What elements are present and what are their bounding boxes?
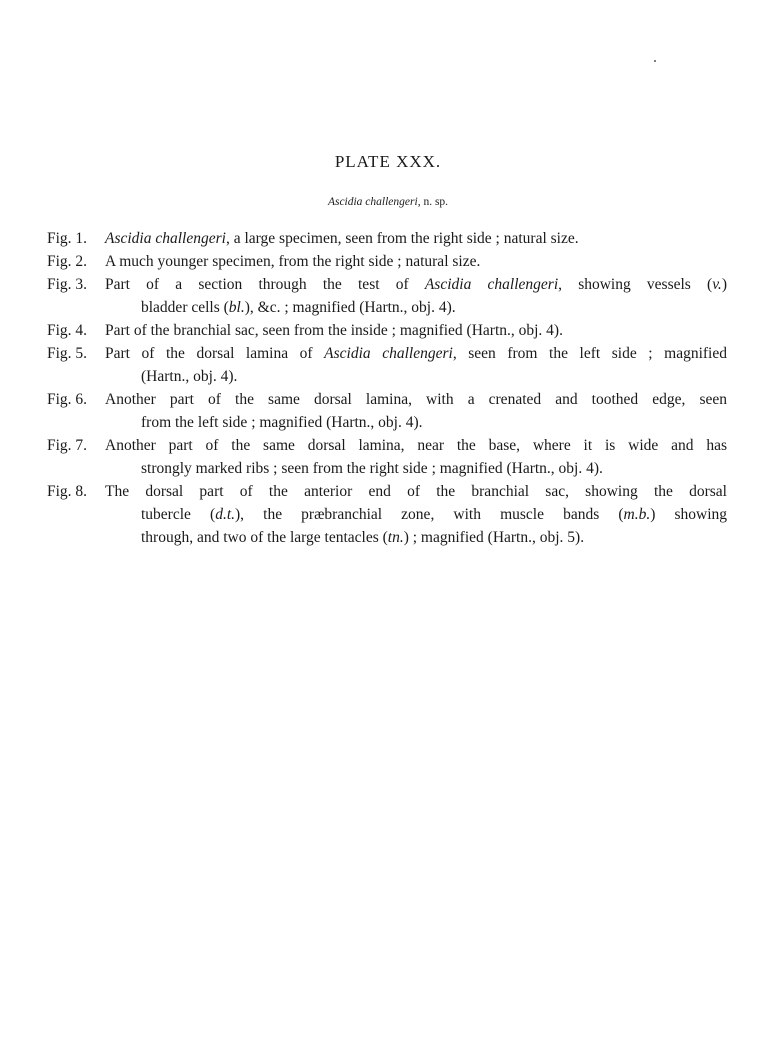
figure-label: Fig. 8. — [47, 483, 88, 500]
figure-caption — [47, 342, 727, 388]
figure-label: Fig. 1. — [47, 230, 88, 247]
italic-term: Ascidia challengeri — [324, 345, 453, 362]
plate-title: PLATE XXX. — [334, 152, 442, 171]
figure-caption — [47, 319, 727, 342]
figure-text — [105, 388, 727, 434]
figure-caption — [47, 273, 727, 319]
figure-text — [105, 342, 727, 388]
figure-label: Fig. 2. — [47, 253, 88, 270]
caption-text: Another part of the same dorsal lamina, with a crenated and toothed edge, seen — [105, 391, 727, 408]
figure-text — [105, 434, 727, 480]
page-speck — [654, 60, 656, 62]
italic-term: bl. — [228, 299, 245, 316]
caption-text: from the left side ; magnified (Hartn., obj. 4). — [141, 414, 423, 431]
caption-text: Another part of the same dorsal lamina, near the base, where it is wide and has — [105, 437, 727, 454]
figure-text — [105, 250, 727, 273]
caption-text: strongly marked ribs ; seen from the right side ; magnified (Hartn., obj. 4). — [141, 460, 603, 477]
caption-text: , showing vessels ( — [558, 276, 713, 293]
caption-line — [105, 480, 727, 503]
caption-line — [105, 227, 727, 250]
caption-line — [105, 388, 727, 411]
caption-line — [105, 526, 727, 549]
italic-term: d.t. — [215, 506, 235, 523]
caption-line — [105, 434, 727, 457]
caption-text: The dorsal part of the anterior end of the branchial sac, showing the dorsal — [105, 483, 727, 500]
italic-term: m.b. — [623, 506, 651, 523]
caption-text: , a large specimen, seen from the right side ; natural size. — [225, 230, 579, 247]
caption-text: through, and two of the large tentacles ( — [141, 529, 388, 546]
figure-text — [105, 319, 727, 342]
species-suffix: , n. sp. — [417, 196, 449, 208]
caption-text: , seen from the left side ; magnified — [452, 345, 727, 362]
figure-label: Fig. 6. — [47, 391, 88, 408]
figure-text — [105, 480, 727, 549]
figure-caption — [47, 434, 727, 480]
caption-line — [105, 250, 727, 273]
caption-line — [105, 296, 727, 319]
figure-caption — [47, 388, 727, 434]
figure-caption — [47, 250, 727, 273]
figure-label: Fig. 3. — [47, 276, 88, 293]
caption-text: bladder cells ( — [141, 299, 229, 316]
caption-line — [105, 503, 727, 526]
figure-label: Fig. 5. — [47, 345, 88, 362]
caption-line — [105, 365, 727, 388]
caption-text: ) — [721, 276, 727, 293]
caption-line — [105, 457, 727, 480]
figure-label: Fig. 7. — [47, 437, 88, 454]
figure-text — [105, 273, 727, 319]
italic-term: Ascidia challengeri — [105, 230, 226, 247]
caption-line — [105, 273, 727, 296]
caption-text: Part of the dorsal lamina of — [105, 345, 325, 362]
caption-line — [105, 342, 727, 365]
caption-line — [105, 411, 727, 434]
figure-caption — [47, 227, 727, 250]
caption-text: A much younger specimen, from the right side ; natural size. — [105, 253, 481, 270]
caption-text: ) showing — [650, 506, 727, 523]
caption-text: Part of the branchial sac, seen from the inside ; magnified (Hartn., obj. 4). — [105, 322, 563, 339]
caption-text: ), the præbranchial zone, with muscle bands ( — [235, 506, 624, 523]
caption-line — [105, 319, 727, 342]
caption-text: tubercle ( — [141, 506, 216, 523]
caption-text: (Hartn., obj. 4). — [141, 368, 238, 385]
caption-text: ), &c. ; magnified (Hartn., obj. 4). — [244, 299, 456, 316]
figure-caption — [47, 480, 727, 549]
italic-term: v. — [712, 276, 722, 293]
figure-captions — [47, 227, 727, 549]
italic-term: tn. — [387, 529, 404, 546]
figure-label: Fig. 4. — [47, 322, 88, 339]
caption-text: ) ; magnified (Hartn., obj. 5). — [403, 529, 585, 546]
figure-text — [105, 227, 727, 250]
italic-term: Ascidia challengeri — [424, 276, 559, 293]
species-name: Ascidia challengeri — [327, 196, 418, 208]
caption-text: Part of a section through the test of — [105, 276, 425, 293]
species-subtitle — [0, 196, 776, 208]
